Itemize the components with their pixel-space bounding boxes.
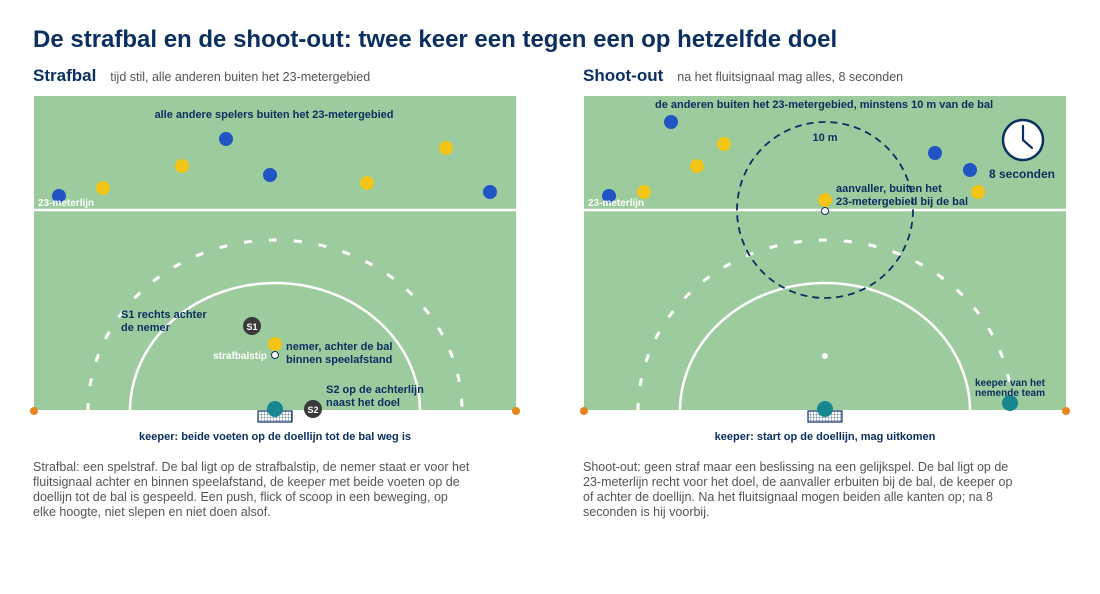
defender-player bbox=[483, 185, 497, 199]
strafbal-heading: Strafbal bbox=[33, 66, 97, 85]
attacker-label: 23-metergebied bij de bal bbox=[836, 196, 969, 208]
goalkeeper bbox=[267, 401, 283, 417]
umpire-s2-label: naast het doel bbox=[326, 397, 400, 409]
timer-label: 8 seconden bbox=[988, 167, 1056, 181]
corner-flag bbox=[30, 407, 38, 415]
other-keeper-label: nemende team bbox=[974, 388, 1046, 399]
umpire-s1-badge: S1 bbox=[246, 322, 258, 332]
shootout-subheading: na het fluitsignaal mag alles, 8 seconden bbox=[677, 70, 904, 84]
shootout-keeper-label: keeper: start op de doellijn, mag uitkomen bbox=[714, 431, 936, 443]
attacker-label: aanvaller, buiten het bbox=[836, 183, 942, 195]
shootout-ball bbox=[822, 208, 829, 215]
strafbal-field bbox=[30, 96, 520, 443]
penalty-taker bbox=[268, 337, 282, 351]
strafbal-subheading: tijd stil, alle anderen buiten het 23-metergebied bbox=[110, 70, 371, 84]
umpire-s2-label: S2 op de achterlijn bbox=[326, 384, 424, 396]
shootout-field bbox=[580, 96, 1070, 443]
penalty-spot-ball bbox=[272, 352, 279, 359]
defender-player bbox=[963, 163, 977, 177]
shootout-description: Shoot-out: geen straf maar een beslissing na een gelijkspel. De bal ligt op de 23-meterlijn recht voor het doel, de aanvaller erbuiten bij de bal, de keeper op of achter de doellijn. Na het fluitsignaal mogen beiden alle kanten op; na 8 seconden is hij voorbij. bbox=[583, 460, 1013, 519]
defender-player bbox=[263, 168, 277, 182]
other-keeper-label: keeper van het bbox=[974, 378, 1046, 389]
umpire-s2-badge: S2 bbox=[307, 405, 319, 415]
attacker-player bbox=[637, 185, 651, 199]
umpire-s1-label: de nemer bbox=[121, 322, 170, 334]
attacker-player bbox=[96, 181, 110, 195]
strafbal-23m-label: 23-meterlijn bbox=[38, 198, 95, 209]
taker-label: binnen speelafstand bbox=[286, 354, 393, 366]
umpire-s1-label: S1 rechts achter bbox=[121, 309, 207, 321]
defender-player bbox=[928, 146, 942, 160]
strafbal-description: Strafbal: een spelstraf. De bal ligt op de strafbalstip, de nemer staat er voor het fluitsignaal achter en binnen speelafstand, de keeper met beide voeten op de doellijn tot de bal is gespeeld. Een push, flick of scoop in een beweging, op elke hoogte, niet slepen en niet doen alsof. bbox=[33, 460, 470, 519]
attacker-player bbox=[175, 159, 189, 173]
attacker-player bbox=[690, 159, 704, 173]
penalty-spot-label: strafbalstip bbox=[213, 351, 267, 362]
page-title: De strafbal en de shoot-out: twee keer een tegen een op hetzelfde doel bbox=[33, 26, 838, 53]
penalty-spot bbox=[822, 353, 828, 359]
corner-flag bbox=[1062, 407, 1070, 415]
corner-flag bbox=[512, 407, 520, 415]
defender-player bbox=[664, 115, 678, 129]
defender-player bbox=[219, 132, 233, 146]
clock-icon bbox=[1003, 120, 1043, 160]
strafbal-outside-label: alle andere spelers buiten het 23-metergebied bbox=[154, 109, 394, 121]
shootout-23m-label: 23-meterlijn bbox=[588, 198, 645, 209]
shootout-attacker bbox=[818, 193, 832, 207]
attacker-player bbox=[360, 176, 374, 190]
attacker-player bbox=[971, 185, 985, 199]
taker-label: nemer, achter de bal bbox=[286, 341, 393, 353]
goalkeeper bbox=[817, 401, 833, 417]
corner-flag bbox=[580, 407, 588, 415]
shootout-outside-label: de anderen buiten het 23-metergebied, minstens 10 m van de bal bbox=[654, 99, 994, 111]
ten-meter-label: 10 m bbox=[812, 132, 838, 144]
strafbal-keeper-label: keeper: beide voeten op de doellijn tot de bal weg is bbox=[139, 431, 411, 443]
shootout-heading: Shoot-out bbox=[583, 66, 664, 85]
attacker-player bbox=[439, 141, 453, 155]
attacker-player bbox=[717, 137, 731, 151]
